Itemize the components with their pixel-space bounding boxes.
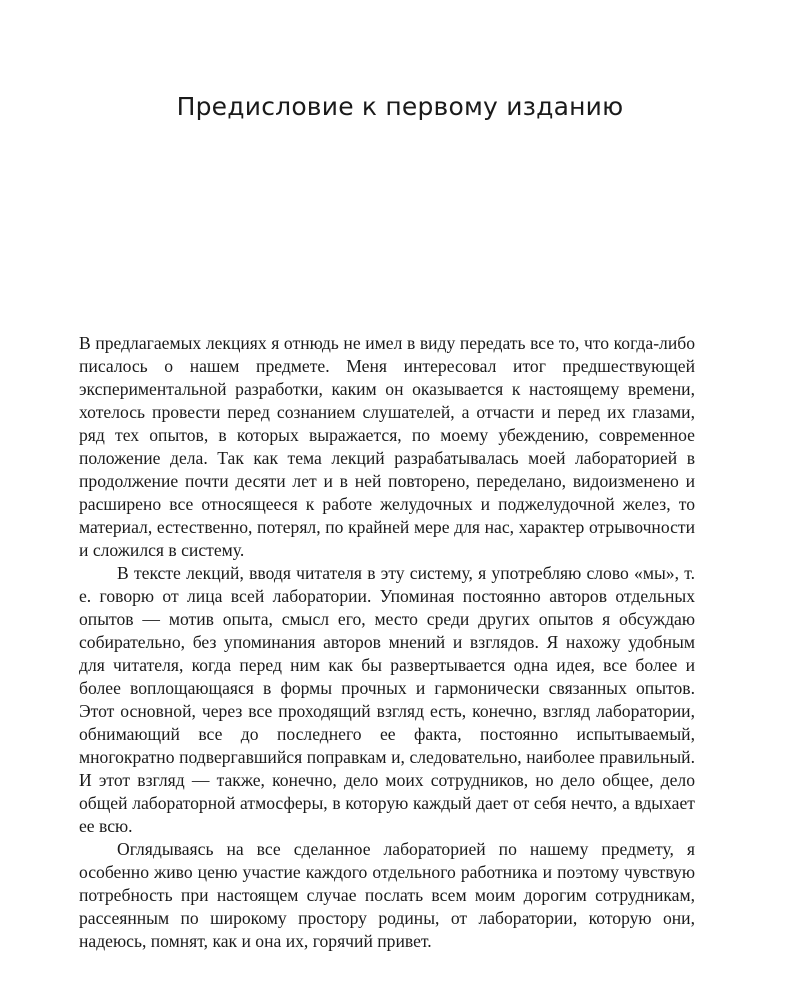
- paragraph-2: В тексте лекций, вводя читателя в эту систему, я употребляю слово «мы», т. е. говорю от лица всей лаборатории. Упоминая постоянно авторов отдельных опытов — мотив опыта, смысл его, место среди других опытов я обсуждаю собирательно, без упоминания авторов мнений и взглядов. Я нахожу удобным для читателя, когда перед ним как бы развертывается одна идея, все более и более воплощающаяся в формы прочных и гармонически связанных опытов. Этот основной, через все проходящий взгляд есть, конечно, взгляд лаборатории, обнимающий все до последнего ее факта, постоянно испытываемый, многократно подвергавшийся поправкам и, следовательно, наиболее правильный. И этот взгляд — также, конечно, дело моих сотрудников, но дело общее, дело общей лабораторной атмосферы, в которую каждый дает от себя нечто, а вдыхает ее всю.: [79, 563, 695, 836]
- page-title: Предисловие к первому изданию: [176, 92, 624, 121]
- preface-body: [79, 332, 695, 953]
- paragraph-3: Оглядываясь на все сделанное лабораторией по нашему предмету, я особенно живо ценю участие каждого отдельного работника и поэтому чувствую потребность при настоящем случае послать всем моим дорогим сотрудникам, рассеянным по широкому простору родины, от лаборатории, которую они, надеюсь, помнят, как и она их, горячий привет.: [79, 839, 695, 951]
- paragraph-1: В предлагаемых лекциях я отнюдь не имел в виду передать все то, что когда-либо писалось о нашем предмете. Меня интересовал итог предшествующей экспериментальной разработки, каким он оказывается к настоящему времени, хотелось провести перед сознанием слушателей, а отчасти и перед их глазами, ряд тех опытов, в которых выражается, по моему убеждению, современное положение дела. Так как тема лекций разрабатывалась моей лабораторией в продолжение почти десяти лет и в ней повторено, переделано, видоизменено и расширено все относящееся к работе желудочных и поджелудочной желез, то материал, естественно, потерял, по крайней мере для нас, характер отрывочности и сложился в систему.: [79, 333, 695, 560]
